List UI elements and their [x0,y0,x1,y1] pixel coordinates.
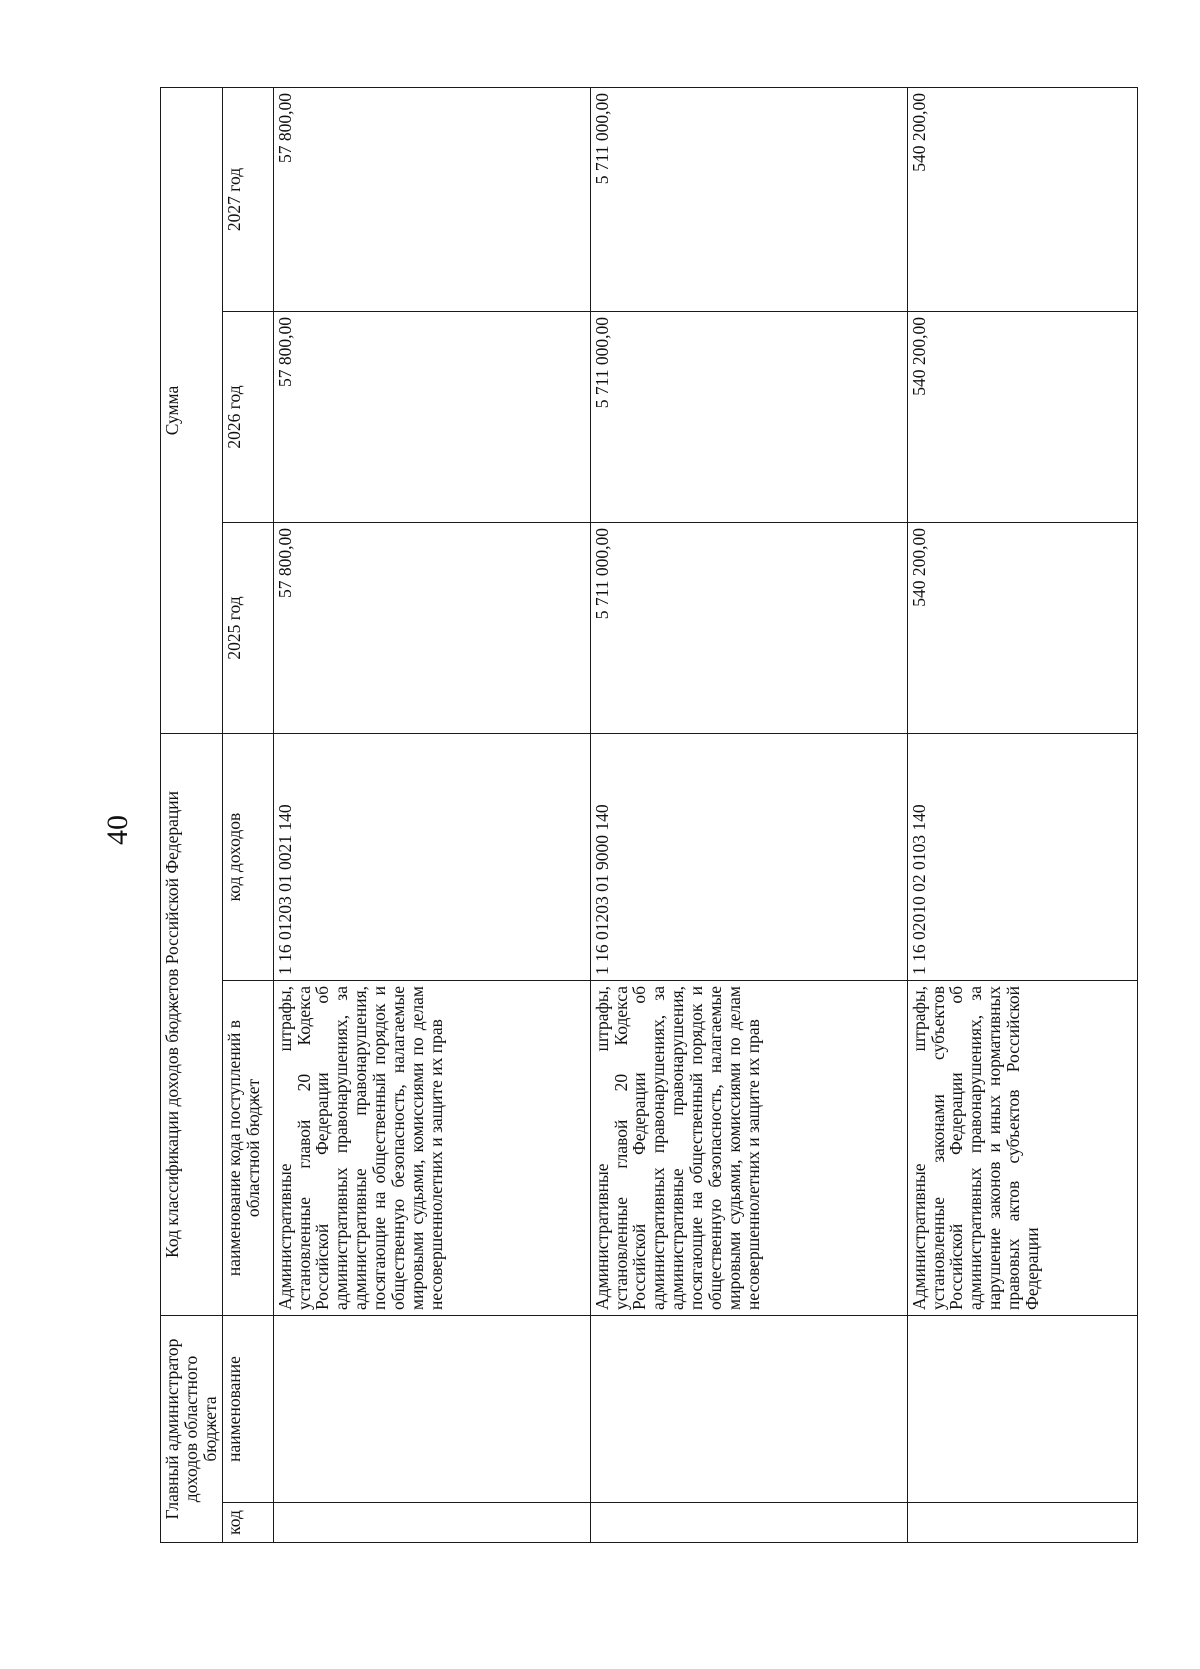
row-name-cell [907,1316,1137,1503]
row-sum-2025-cell: 57 800,00 [273,523,590,734]
row-code-cell [590,1503,907,1543]
row-revenue-code-cell: 1 16 01203 01 0021 140 [273,734,590,981]
row-revenue-name-cell: Административные штрафы, установленные главой 20 Кодекса Российской Федерации об административных правонарушениях, за административные правонарушения, посягающие на общественный порядок и общественную безопасность, налагаемые мировыми судьями, комиссиями по делам несовершеннолетних и защите их прав [273,981,590,1316]
header-row-groups [161,88,223,1543]
table-row [273,88,590,1543]
row-name-cell [590,1316,907,1503]
sum-group-header: Сумма [161,88,223,734]
row-revenue-name-cell: Административные штрафы, установленные главой 20 Кодекса Российской Федерации об административных правонарушениях, за административные правонарушения, посягающие на общественный порядок и общественную безопасность, налагаемые мировыми судьями, комиссиями по делам несовершеннолетних и защите их прав [590,981,907,1316]
admin-group-header: Главный администратор доходов областного бюджета [161,1316,223,1543]
col-2026-header: 2026 год [222,312,273,523]
row-revenue-name-cell: Административные штрафы, установленные законами субъектов Российской Федерации об административных правонарушениях, за нарушение законов и иных нормативных правовых актов субъектов Российской Федерации [907,981,1137,1316]
row-revenue-code-cell: 1 16 02010 02 0103 140 [907,734,1137,981]
row-sum-2026-cell: 57 800,00 [273,312,590,523]
col-code-header: код [222,1503,273,1543]
row-sum-2026-cell: 540 200,00 [907,312,1137,523]
page-number: 40 [101,815,134,845]
col-revenue-code-header: код доходов [222,734,273,981]
row-sum-2027-cell: 57 800,00 [273,88,590,312]
row-code-cell [907,1503,1137,1543]
table-rotated-container [160,88,1085,1543]
row-name-cell [273,1316,590,1503]
header-row-columns [222,88,273,1543]
table-row [907,88,1137,1543]
row-sum-2026-cell: 5 711 000,00 [590,312,907,523]
row-sum-2027-cell: 5 711 000,00 [590,88,907,312]
col-2027-header: 2027 год [222,88,273,312]
row-sum-2025-cell: 540 200,00 [907,523,1137,734]
revenue-table [160,87,1138,1543]
table-row [590,88,907,1543]
row-revenue-code-cell: 1 16 01203 01 9000 140 [590,734,907,981]
classification-group-header: Код классификации доходов бюджетов Российской Федерации [161,734,223,1316]
row-sum-2027-cell: 540 200,00 [907,88,1137,312]
col-2025-header: 2025 год [222,523,273,734]
col-name-header: наименование [222,1316,273,1503]
col-revenue-name-header: наименование кода поступлений в областной бюджет [222,981,273,1316]
row-code-cell [273,1503,590,1543]
row-sum-2025-cell: 5 711 000,00 [590,523,907,734]
